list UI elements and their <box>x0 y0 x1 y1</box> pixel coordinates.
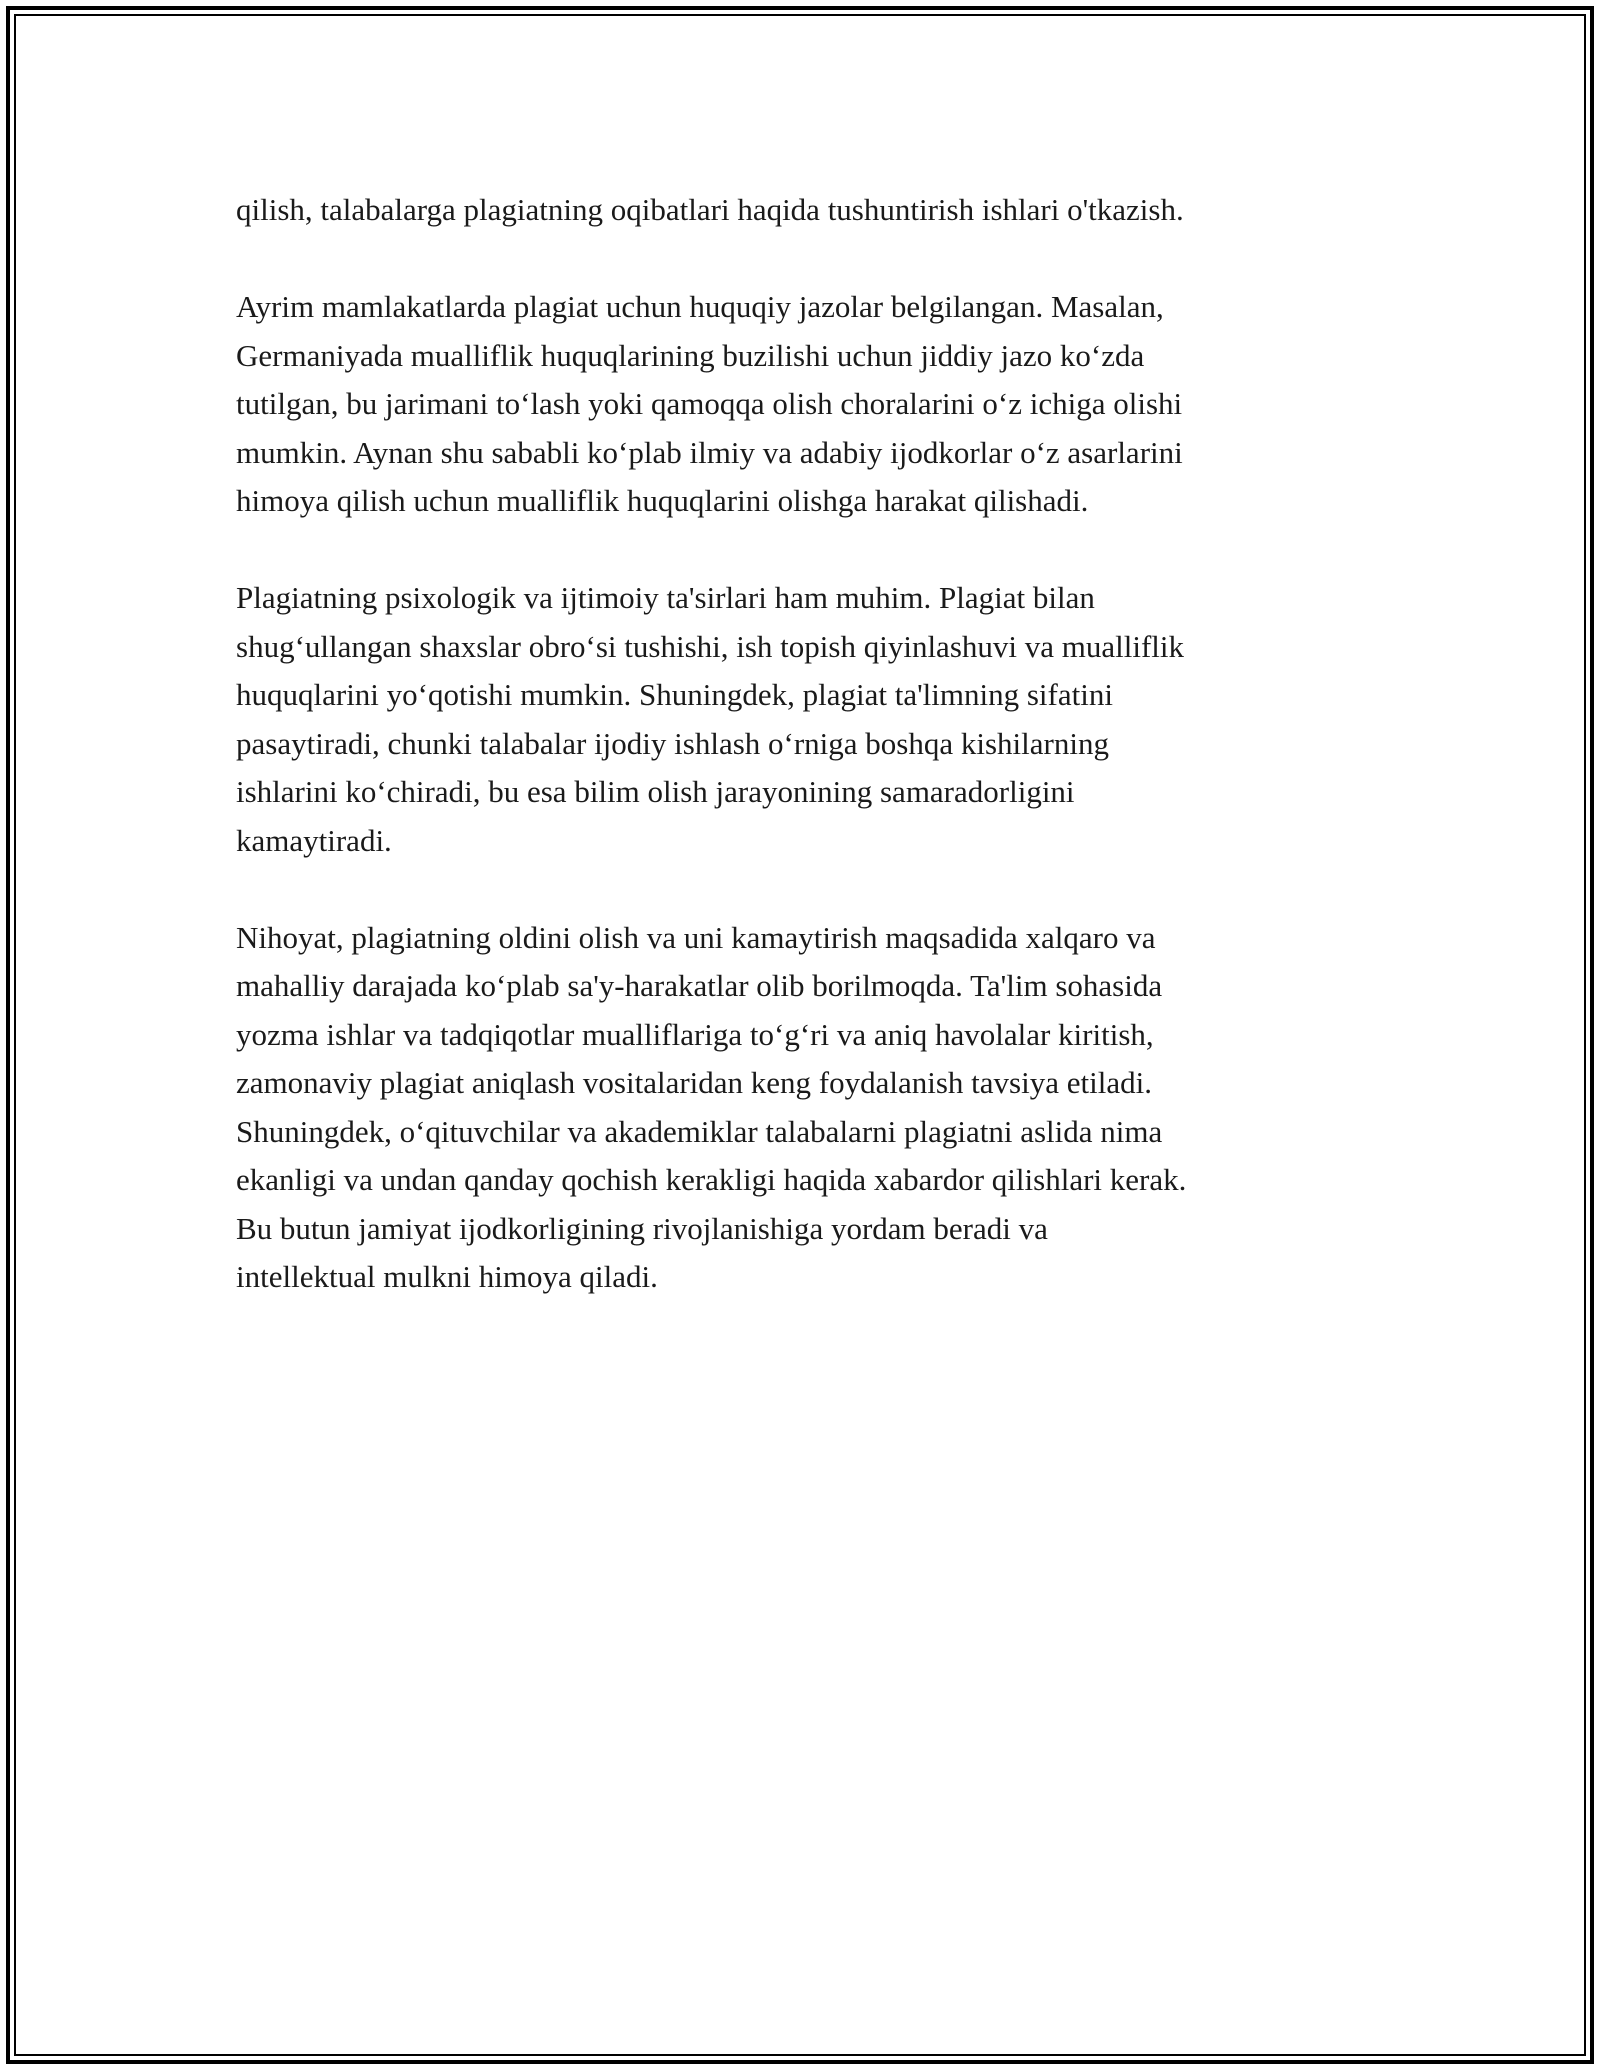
text-line: tutilgan, bu jarimani to‘lash yoki qamoqqa olish choralarini o‘z ichiga olishi <box>236 386 1183 421</box>
text-line: zamonaviy plagiat aniqlash vositalaridan keng foydalanish tavsiya etiladi. <box>236 1065 1152 1100</box>
text-line: Bu butun jamiyat ijodkorligining rivojlanishiga yordam beradi va <box>236 1210 1048 1246</box>
paragraph-1 <box>236 186 1366 235</box>
text-line: huquqlarini yo‘qotishi mumkin. Shuningdek, plagiat ta'limning sifatini <box>236 677 1113 712</box>
text-line: pasaytiradi, chunki talabalar ijodiy ishlash o‘rniga boshqa kishilarning <box>236 725 1109 761</box>
text-line: ishlarini ko‘chiradi, bu esa bilim olish jarayonining samaradorligini <box>236 774 1075 809</box>
text-line: kamaytiradi. <box>236 822 392 858</box>
paragraph-4 <box>236 914 1366 1302</box>
paragraph-2 <box>236 283 1366 526</box>
text-line: intellektual mulkni himoya qiladi. <box>236 1259 658 1294</box>
text-line: mumkin. Aynan shu sababli ko‘plab ilmiy va adabiy ijodkorlar o‘z asarlarini <box>236 434 1183 470</box>
text-line: yozma ishlar va tadqiqotlar mualliflariga to‘g‘ri va aniq havolalar kiritish, <box>236 1016 1154 1052</box>
text-line: mahalliy darajada ko‘plab sa'y-harakatlar olib borilmoqda. Ta'lim sohasida <box>236 968 1163 1003</box>
text-line: himoya qilish uchun mualliflik huquqlarini olishga harakat qilishadi. <box>236 483 1089 518</box>
paragraph-3 <box>236 574 1366 865</box>
text-line: Germaniyada mualliflik huquqlarining buzilishi uchun jiddiy jazo ko‘zda <box>236 337 1145 373</box>
document-body <box>236 186 1366 1350</box>
text-line: Shuningdek, o‘qituvchilar va akademiklar talabalarni plagiatni aslida nima <box>236 1113 1163 1149</box>
text-line: Nihoyat, plagiatning oldini olish va uni kamaytirish maqsadida xalqaro va <box>236 919 1156 955</box>
text-line: Ayrim mamlakatlarda plagiat uchun huquqiy jazolar belgilangan. Masalan, <box>236 289 1164 324</box>
text-line: ekanligi va undan qanday qochish kerakligi haqida xabardor qilishlari kerak. <box>236 1162 1187 1197</box>
text-line: shug‘ullangan shaxslar obro‘si tushishi, ish topish qiyinlashuvi va mualliflik <box>236 628 1185 664</box>
text-line: qilish, talabalarga plagiatning oqibatlari haqida tushuntirish ishlari o'tkazish. <box>236 192 1184 227</box>
text-line: Plagiatning psixologik va ijtimoiy ta'sirlari ham muhim. Plagiat bilan <box>236 580 1095 615</box>
